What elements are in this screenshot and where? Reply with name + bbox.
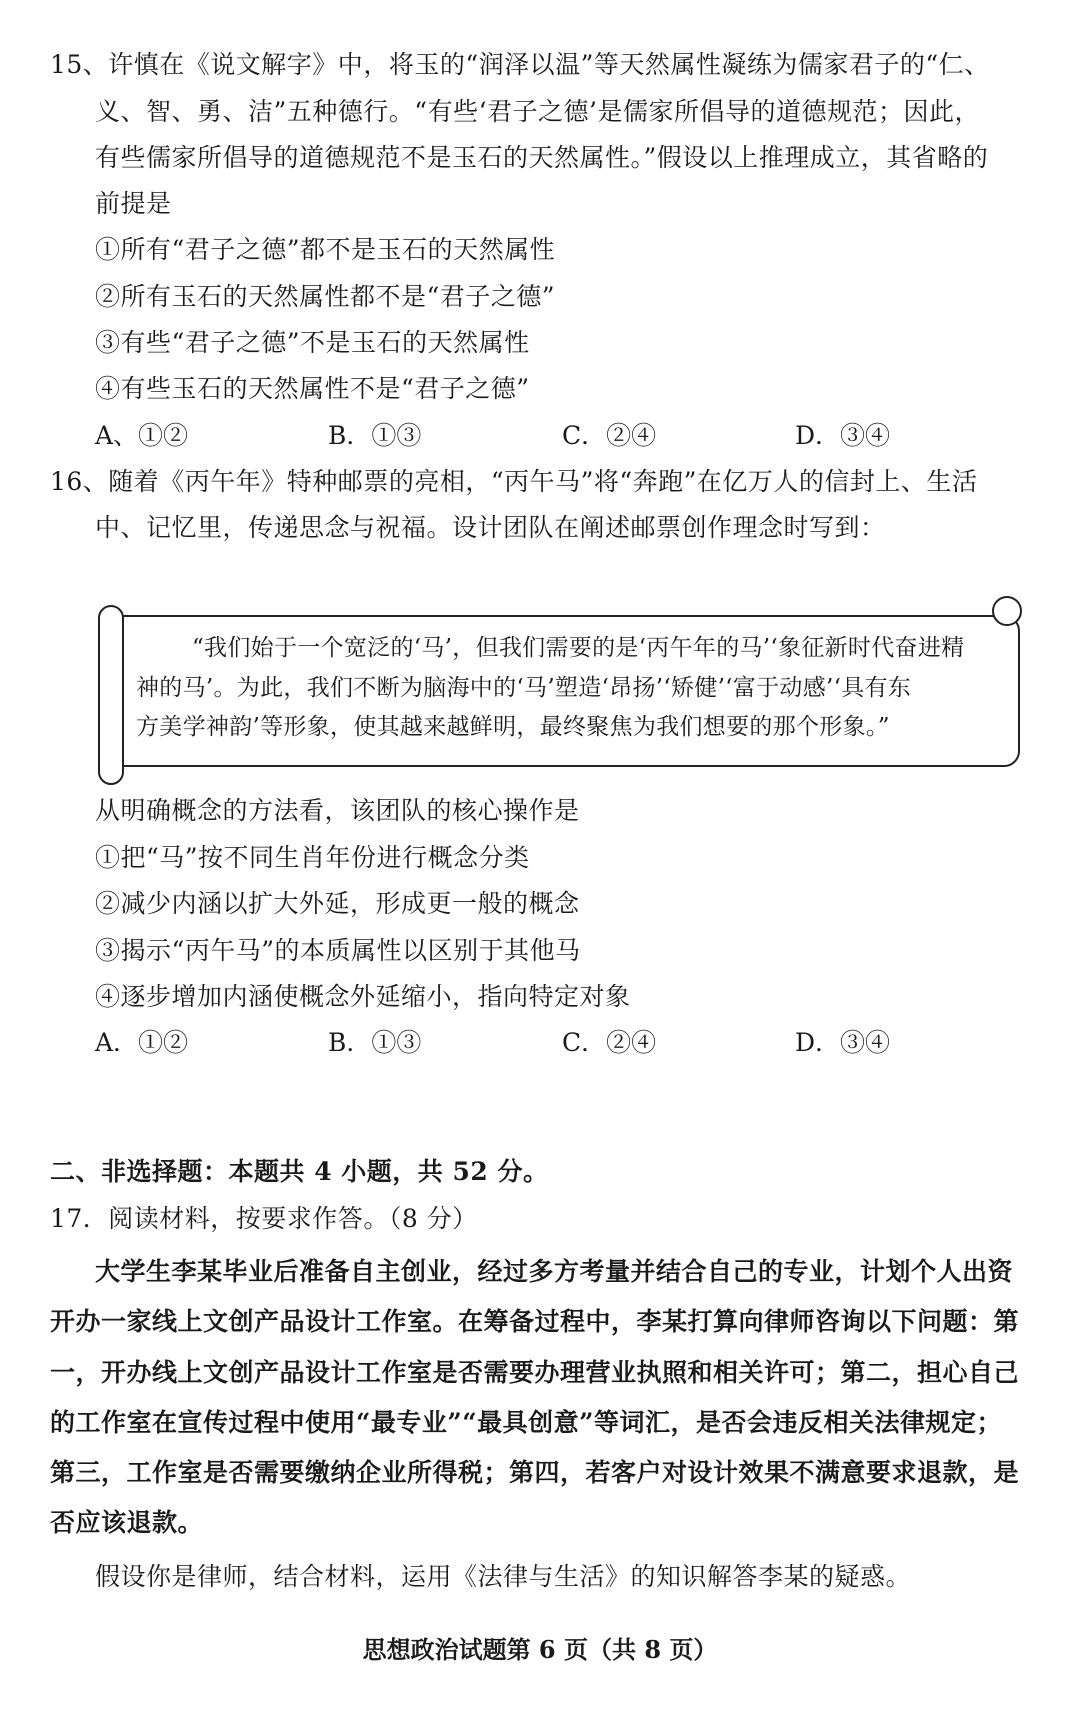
q15-options xyxy=(0,418,1080,454)
q17-prompt: 假设你是律师，结合材料，运用《法律与生活》的知识解答李某的疑惑。 xyxy=(95,1562,912,1591)
q16-option-a[interactable]: A．①② xyxy=(95,1028,189,1057)
q15-line-1: 15、许慎在《说文解字》中，将玉的“润泽以温”等天然属性凝练为儒家君子的“仁、 xyxy=(50,50,990,79)
q17-title: 17．阅读材料，按要求作答。（8 分） xyxy=(50,1204,478,1233)
q16-stem: 从明确概念的方法看，该团队的核心操作是 xyxy=(95,796,580,825)
q16-item-2: ②减少内涵以扩大外延，形成更一般的概念 xyxy=(95,889,580,918)
page-footer: 思想政治试题第 6 页（共 8 页） xyxy=(362,1635,718,1664)
quote-line-2: 神的马’。为此，我们不断为脑海中的‘马’塑造‘昂扬’‘矫健’‘富于动感’‘具有东 xyxy=(136,675,912,701)
scroll-right-curl xyxy=(992,596,1022,626)
q15-option-d[interactable]: D．③④ xyxy=(795,421,891,450)
q16-item-3: ③揭示“丙午马”的本质属性以区别于其他马 xyxy=(95,936,581,965)
q15-line-4: 前提是 xyxy=(95,189,172,218)
q15-item-2: ②所有玉石的天然属性都不是“君子之德” xyxy=(95,282,556,311)
q16-option-c[interactable]: C．②④ xyxy=(562,1028,657,1057)
q16-item-4: ④逐步增加内涵使概念外延缩小，指向特定对象 xyxy=(95,982,631,1011)
q15-option-c[interactable]: C．②④ xyxy=(562,421,657,450)
q16-option-b[interactable]: B．①③ xyxy=(328,1028,422,1057)
quote-line-1: “我们始于一个宽泛的‘马’，但我们需要的是‘丙午年的马’‘象征新时代奋进精 xyxy=(192,635,965,661)
q15-item-4: ④有些玉石的天然属性不是“君子之德” xyxy=(95,374,530,403)
q16-line-2: 中、记忆里，传递思念与祝福。设计团队在阐述邮票创作理念时写到： xyxy=(95,513,886,542)
q17-material-3: 一，开办线上文创产品设计工作室是否需要办理营业执照和相关许可；第二，担心自己 xyxy=(50,1358,1020,1387)
q16-line-1: 16、随着《丙午年》特种邮票的亮相，“丙午马”将“奔跑”在亿万人的信封上、生活 xyxy=(50,467,978,496)
scroll-left-curl xyxy=(98,605,124,785)
q17-material-5: 第三，工作室是否需要缴纳企业所得税；第四，若客户对设计效果不满意要求退款，是 xyxy=(50,1458,1020,1487)
quote-line-3: 方美学神韵’等形象，使其越来越鲜明，最终聚焦为我们想要的那个形象。” xyxy=(136,714,890,740)
q15-item-3: ③有些“君子之德”不是玉石的天然属性 xyxy=(95,328,530,357)
section-2-heading: 二、非选择题：本题共 4 小题，共 52 分。 xyxy=(50,1157,549,1186)
q15-item-1: ①所有“君子之德”都不是玉石的天然属性 xyxy=(95,235,556,264)
q17-material-4: 的工作室在宣传过程中使用“最专业”“最具创意”等词汇，是否会违反相关法律规定； xyxy=(50,1408,1003,1437)
q15-line-3: 有些儒家所倡导的道德规范不是玉石的天然属性。”假设以上推理成立，其省略的 xyxy=(95,143,989,172)
q15-option-a[interactable]: A、①② xyxy=(95,421,189,450)
q17-material-1: 大学生李某毕业后准备自主创业，经过多方考量并结合自己的专业，计划个人出资 xyxy=(95,1257,1014,1286)
q17-material-2: 开办一家线上文创产品设计工作室。在筹备过程中，李某打算向律师咨询以下问题：第 xyxy=(50,1307,1020,1336)
q16-option-d[interactable]: D．③④ xyxy=(795,1028,891,1057)
q15-line-2: 义、智、勇、洁”五种德行。“有些‘君子之德’是儒家所倡导的道德规范；因此， xyxy=(95,97,980,126)
q16-options xyxy=(0,1025,1080,1061)
q17-material-6: 否应该退款。 xyxy=(50,1508,204,1537)
q16-item-1: ①把“马”按不同生肖年份进行概念分类 xyxy=(95,843,530,872)
q15-option-b[interactable]: B．①③ xyxy=(328,421,422,450)
